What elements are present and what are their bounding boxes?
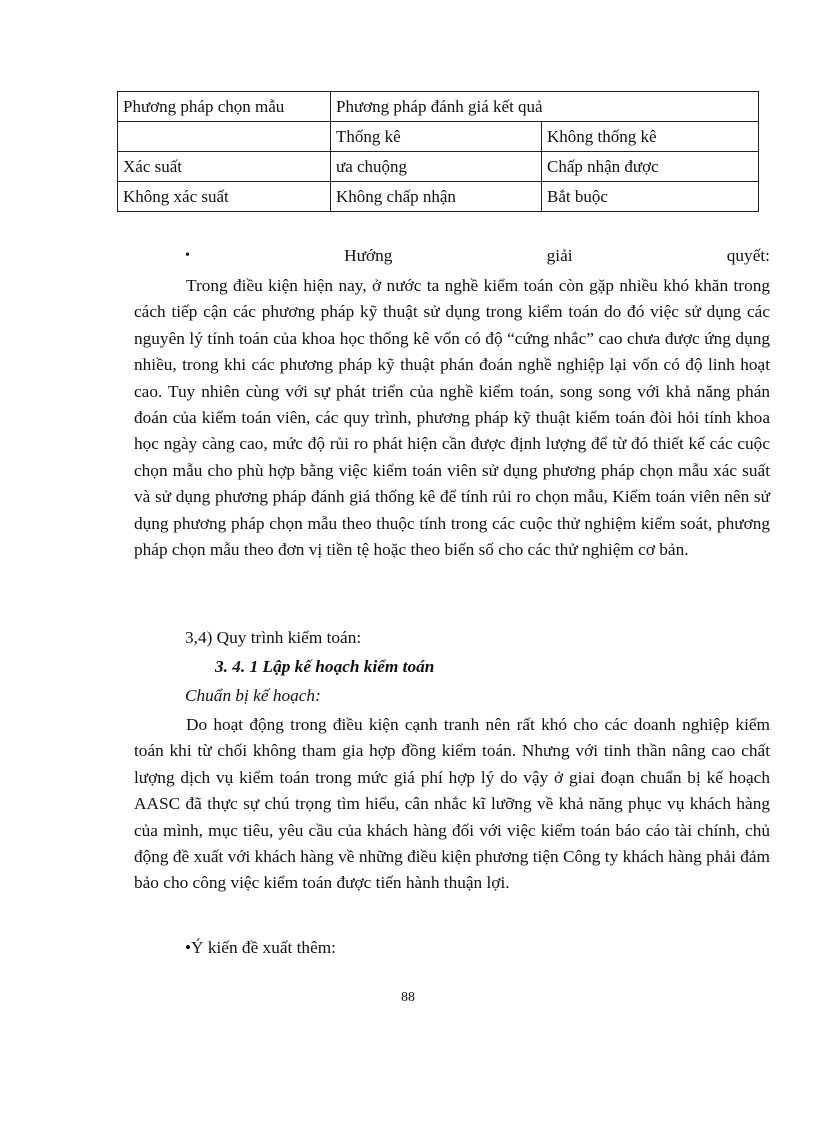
bullet-icon: • <box>185 248 190 263</box>
table-cell: Không chấp nhận <box>331 182 542 212</box>
opinion-heading: •Ý kiến đề xuất thêm: <box>185 938 336 957</box>
table-cell: Không thống kê <box>542 122 759 152</box>
subsection-heading: 3. 4. 1 Lập kế hoạch kiểm toán <box>215 657 435 676</box>
table-cell: Xác suất <box>118 152 331 182</box>
table-header-cell: Phương pháp đánh giá kết quả <box>331 92 759 122</box>
paragraph-planning: Do hoạt động trong điều kiện cạnh tranh nên rất khó cho các doanh nghiệp kiểm toán khi từ chối không tham gia hợp đồng kiểm toán. Nhưng với tinh thần nâng cao chất lượng dịch vụ kiểm toán trong mức giá phí hợp lý do vậy ở giai đoạn chuẩn bị kế hoạch AASC đã thực sự chú trọng tìm hiểu, cân nhắc kĩ lưỡng về khả năng phục vụ khách hàng của mình, mục tiêu, yêu cầu của khách hàng đối với việc kiểm toán báo cáo tài chính, chủ động đề xuất với khách hàng về những điều kiện phương tiện Công ty khách hàng phải đảm bảo cho công việc kiểm toán được tiến hành thuận lợi. <box>134 715 770 893</box>
paragraph-solution: Trong điều kiện hiện nay, ở nước ta nghề kiểm toán còn gặp nhiều khó khăn trong cách tiếp cận các phương pháp kỹ thuật sử dụng trong kiểm toán do đó việc sử dụng các nguyên lý tính toán của khoa học thống kê vốn có độ “cứng nhắc” cao chưa được ứng dụng nhiều, trong khi các phương pháp kỹ thuật phán đoán nghề nghiệp lại vốn có độ linh hoạt cao. Tuy nhiên cùng với sự phát triển của nghề kiểm toán, song song với khả năng phán đoán của kiểm toán viên, các quy trình, phương pháp kỹ thuật kiểm toán đòi hỏi tính khoa học ngày càng cao, mức độ rủi ro phát hiện cần được định lượng để từ đó thiết kế các cuộc chọn mẫu cho phù hợp bằng việc kiểm toán viên sử dụng phương pháp chọn mẫu xác suất và sử dụng phương pháp đánh giá thống kê để tính rủi ro chọn mẫu, Kiểm toán viên nên sử dụng phương pháp chọn mẫu theo thuộc tính trong các cuộc thử nghiệm kiểm soát, phương pháp chọn mẫu theo đơn vị tiền tệ hoặc theo biến số cho các thử nghiệm cơ bản. <box>134 276 770 560</box>
table-cell: Thống kê <box>331 122 542 152</box>
heading-word: giải <box>546 246 573 265</box>
table-subheader-row <box>118 122 759 152</box>
page-number: 88 <box>401 990 415 1005</box>
heading-word: Hướng <box>344 246 393 265</box>
table-header-cell: Phương pháp chọn mẫu <box>118 92 331 122</box>
solution-heading <box>185 244 770 268</box>
table-cell: ưa chuộng <box>331 152 542 182</box>
table-cell: Chấp nhận được <box>542 152 759 182</box>
table-header-row <box>118 92 759 122</box>
sub-subsection-heading: Chuẩn bị kế hoạch: <box>185 686 321 705</box>
table-row <box>118 152 759 182</box>
table-cell: Không xác suất <box>118 182 331 212</box>
sampling-method-table <box>117 91 759 212</box>
table-cell <box>118 122 331 152</box>
heading-word: quyết: <box>726 246 770 265</box>
section-heading: 3,4) Quy trình kiểm toán: <box>185 628 362 647</box>
table-cell: Bắt buộc <box>542 182 759 212</box>
table-row <box>118 182 759 212</box>
